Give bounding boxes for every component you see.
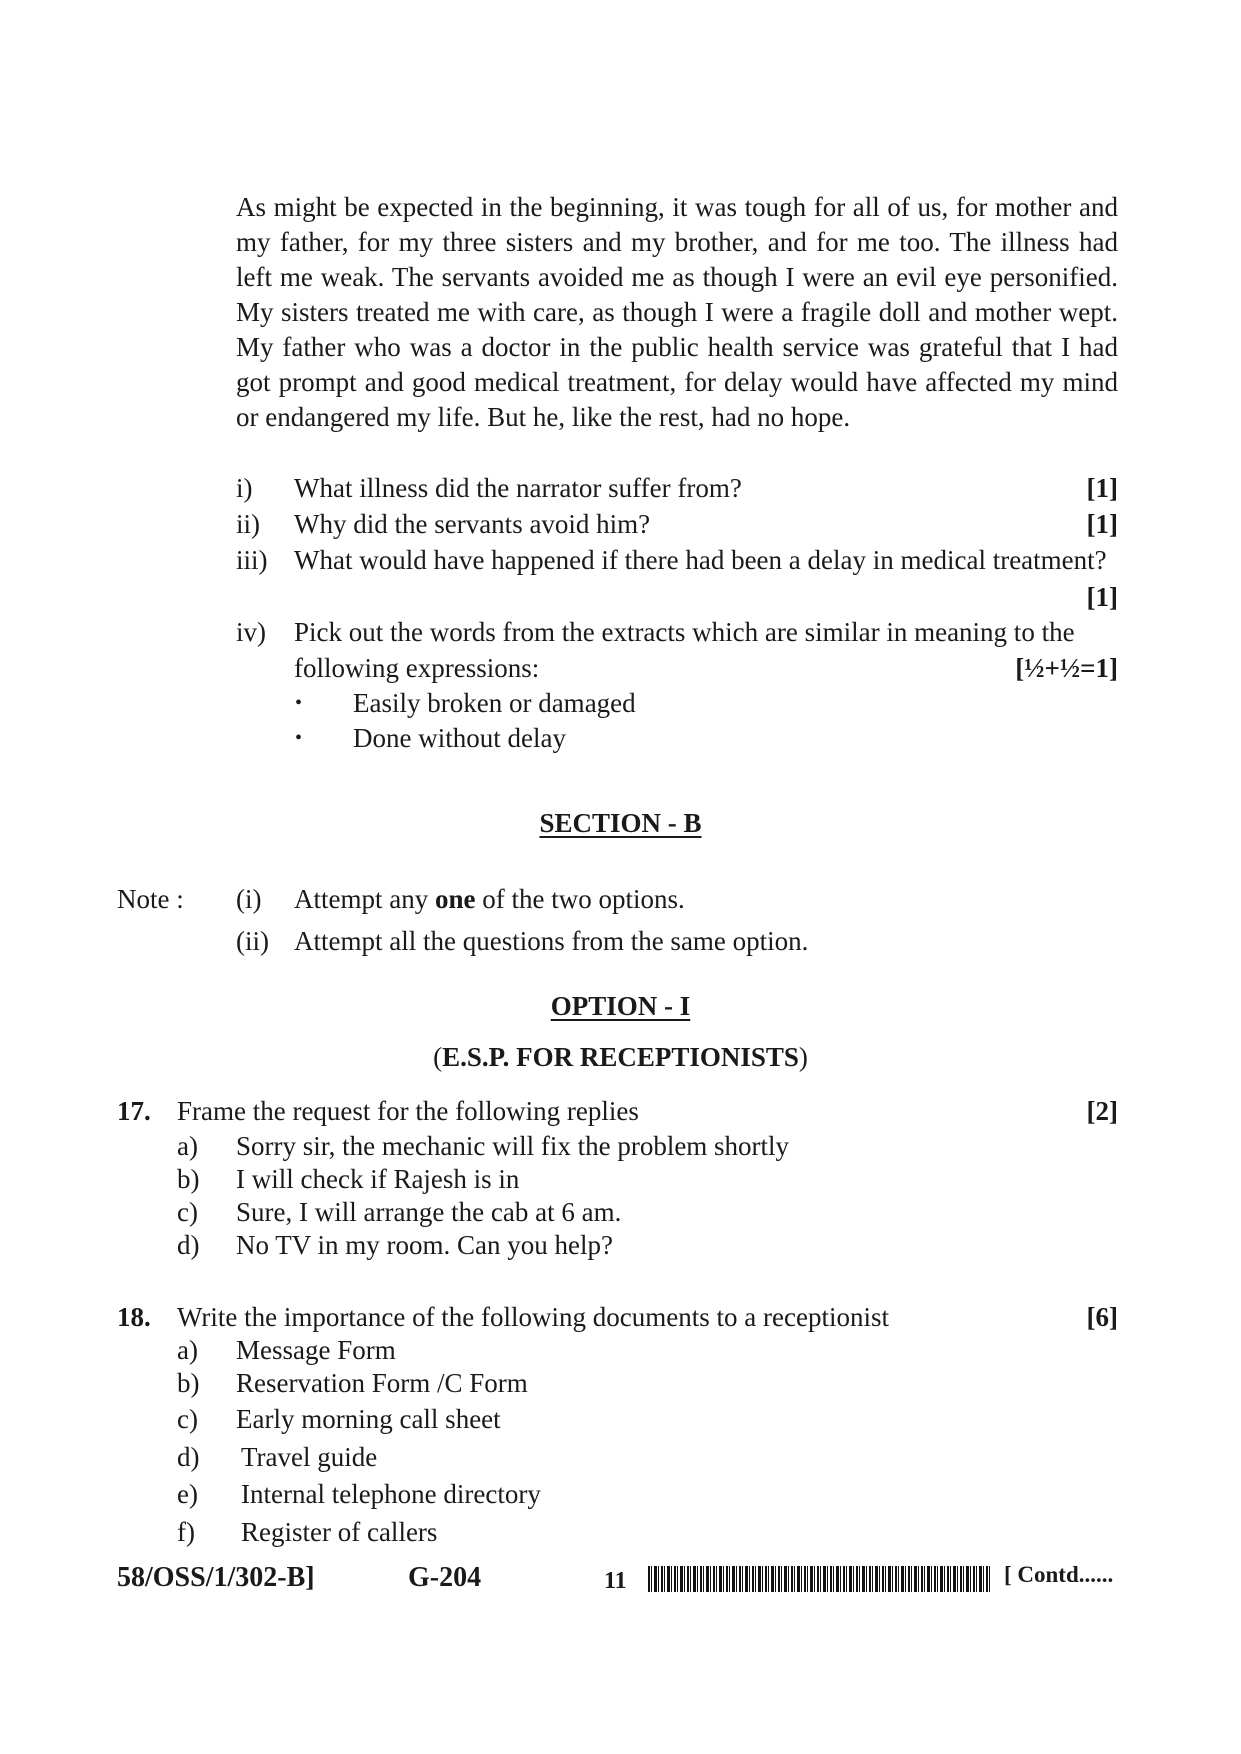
bullet-dot: • — [295, 692, 303, 714]
barcode — [648, 1566, 990, 1592]
contd-label: [ Contd...... — [1004, 1562, 1114, 1587]
marks-badge: [1] — [1086, 509, 1118, 539]
section-title: SECTION - B — [539, 808, 702, 838]
option-subtitle: (E.S.P. FOR RECEPTIONISTS) — [433, 1042, 808, 1072]
option-title: OPTION - I — [550, 991, 691, 1021]
paper-number: G-204 — [408, 1562, 482, 1593]
note-label: Note : — [117, 884, 184, 914]
marks-badge: [1] — [1086, 582, 1118, 612]
page-number: 11 — [604, 1568, 627, 1594]
marks-badge: [½+½=1] — [1015, 653, 1118, 683]
bullet-dot: • — [295, 727, 303, 749]
marks-badge: [2] — [1086, 1096, 1118, 1126]
paper-code: 58/OSS/1/302-B] — [117, 1562, 315, 1593]
passage-text: As might be expected in the beginning, it was tough for all of us, for mother and my father, for my three sisters and my brother, and for me too. The illness had left me weak. The servants avoided me as though I were an evil eye personified. My sisters treated me with care, as though I were a fragile doll and mother wept. My father who was a doctor in the public health service was grateful that I had got prompt and good medical treatment, for delay would have affected my mind or endangered my life. But he, like the rest, had no hope. — [236, 192, 1118, 432]
marks-badge: [6] — [1086, 1302, 1118, 1332]
marks-badge: [1] — [1086, 473, 1118, 503]
